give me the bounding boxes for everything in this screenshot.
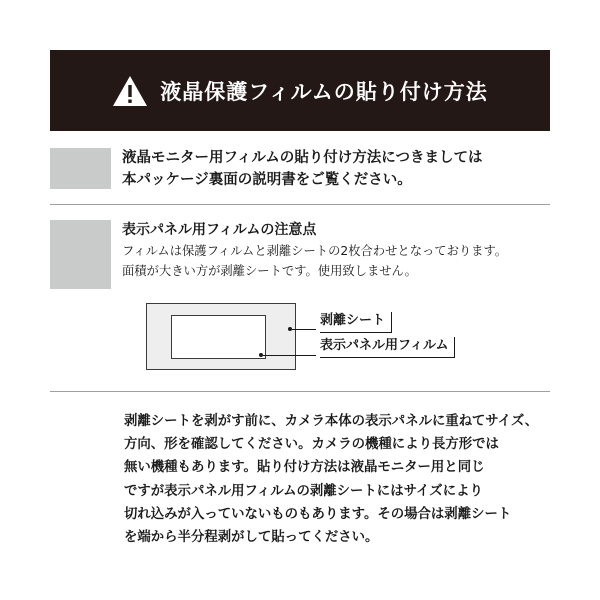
title-banner	[50, 50, 550, 131]
paragraph-line: 剥離シートを剥がす前に、カメラ本体の表示パネルに重ねてサイズ、	[124, 414, 539, 429]
paragraph-line: 無い機種もあります。貼り付け方法は液晶モニター用と同じ	[124, 460, 485, 476]
divider	[50, 391, 550, 392]
panel-film-label: 表示パネル用フィルム	[320, 337, 455, 358]
note-line: 本パッケージ裏面の説明書をご覧ください。	[122, 172, 412, 188]
page-title: 液晶保護フィルムの貼り付け方法	[160, 79, 488, 104]
divider	[50, 204, 550, 205]
instruction-paragraph	[124, 410, 538, 549]
note-line: 液晶モニター用フィルムの貼り付け方法につきましては	[122, 150, 483, 166]
caution-line: 面積が大きい方が剥離シートです。使用致しません。	[122, 264, 417, 278]
caution-line: フィルムは保護フィルムと剥離シートの2枚合わせとなっております。	[122, 244, 508, 258]
paragraph-line: ですが表示パネル用フィルムの剥離シートにはサイズにより	[124, 483, 483, 499]
leader-line	[263, 355, 316, 356]
paragraph-line: 切れ込みが入っていないものもあります。その場合は剥離シート	[124, 506, 512, 522]
section-marker	[50, 220, 111, 289]
panel-film-caution	[122, 219, 507, 281]
paragraph-line: 方向、形を確認してください。カメラの機種により長方形では	[124, 437, 499, 453]
panel-film-illustration	[171, 315, 266, 359]
leader-line	[292, 329, 316, 330]
release-sheet-label: 剥離シート	[320, 312, 392, 333]
warning-icon	[112, 75, 148, 107]
section-marker	[50, 148, 111, 189]
paragraph-line: を端から半分程剥がして貼ってください。	[124, 530, 379, 546]
section-title: 表示パネル用フィルムの注意点	[122, 222, 317, 238]
lcd-instructions-note	[122, 147, 482, 191]
